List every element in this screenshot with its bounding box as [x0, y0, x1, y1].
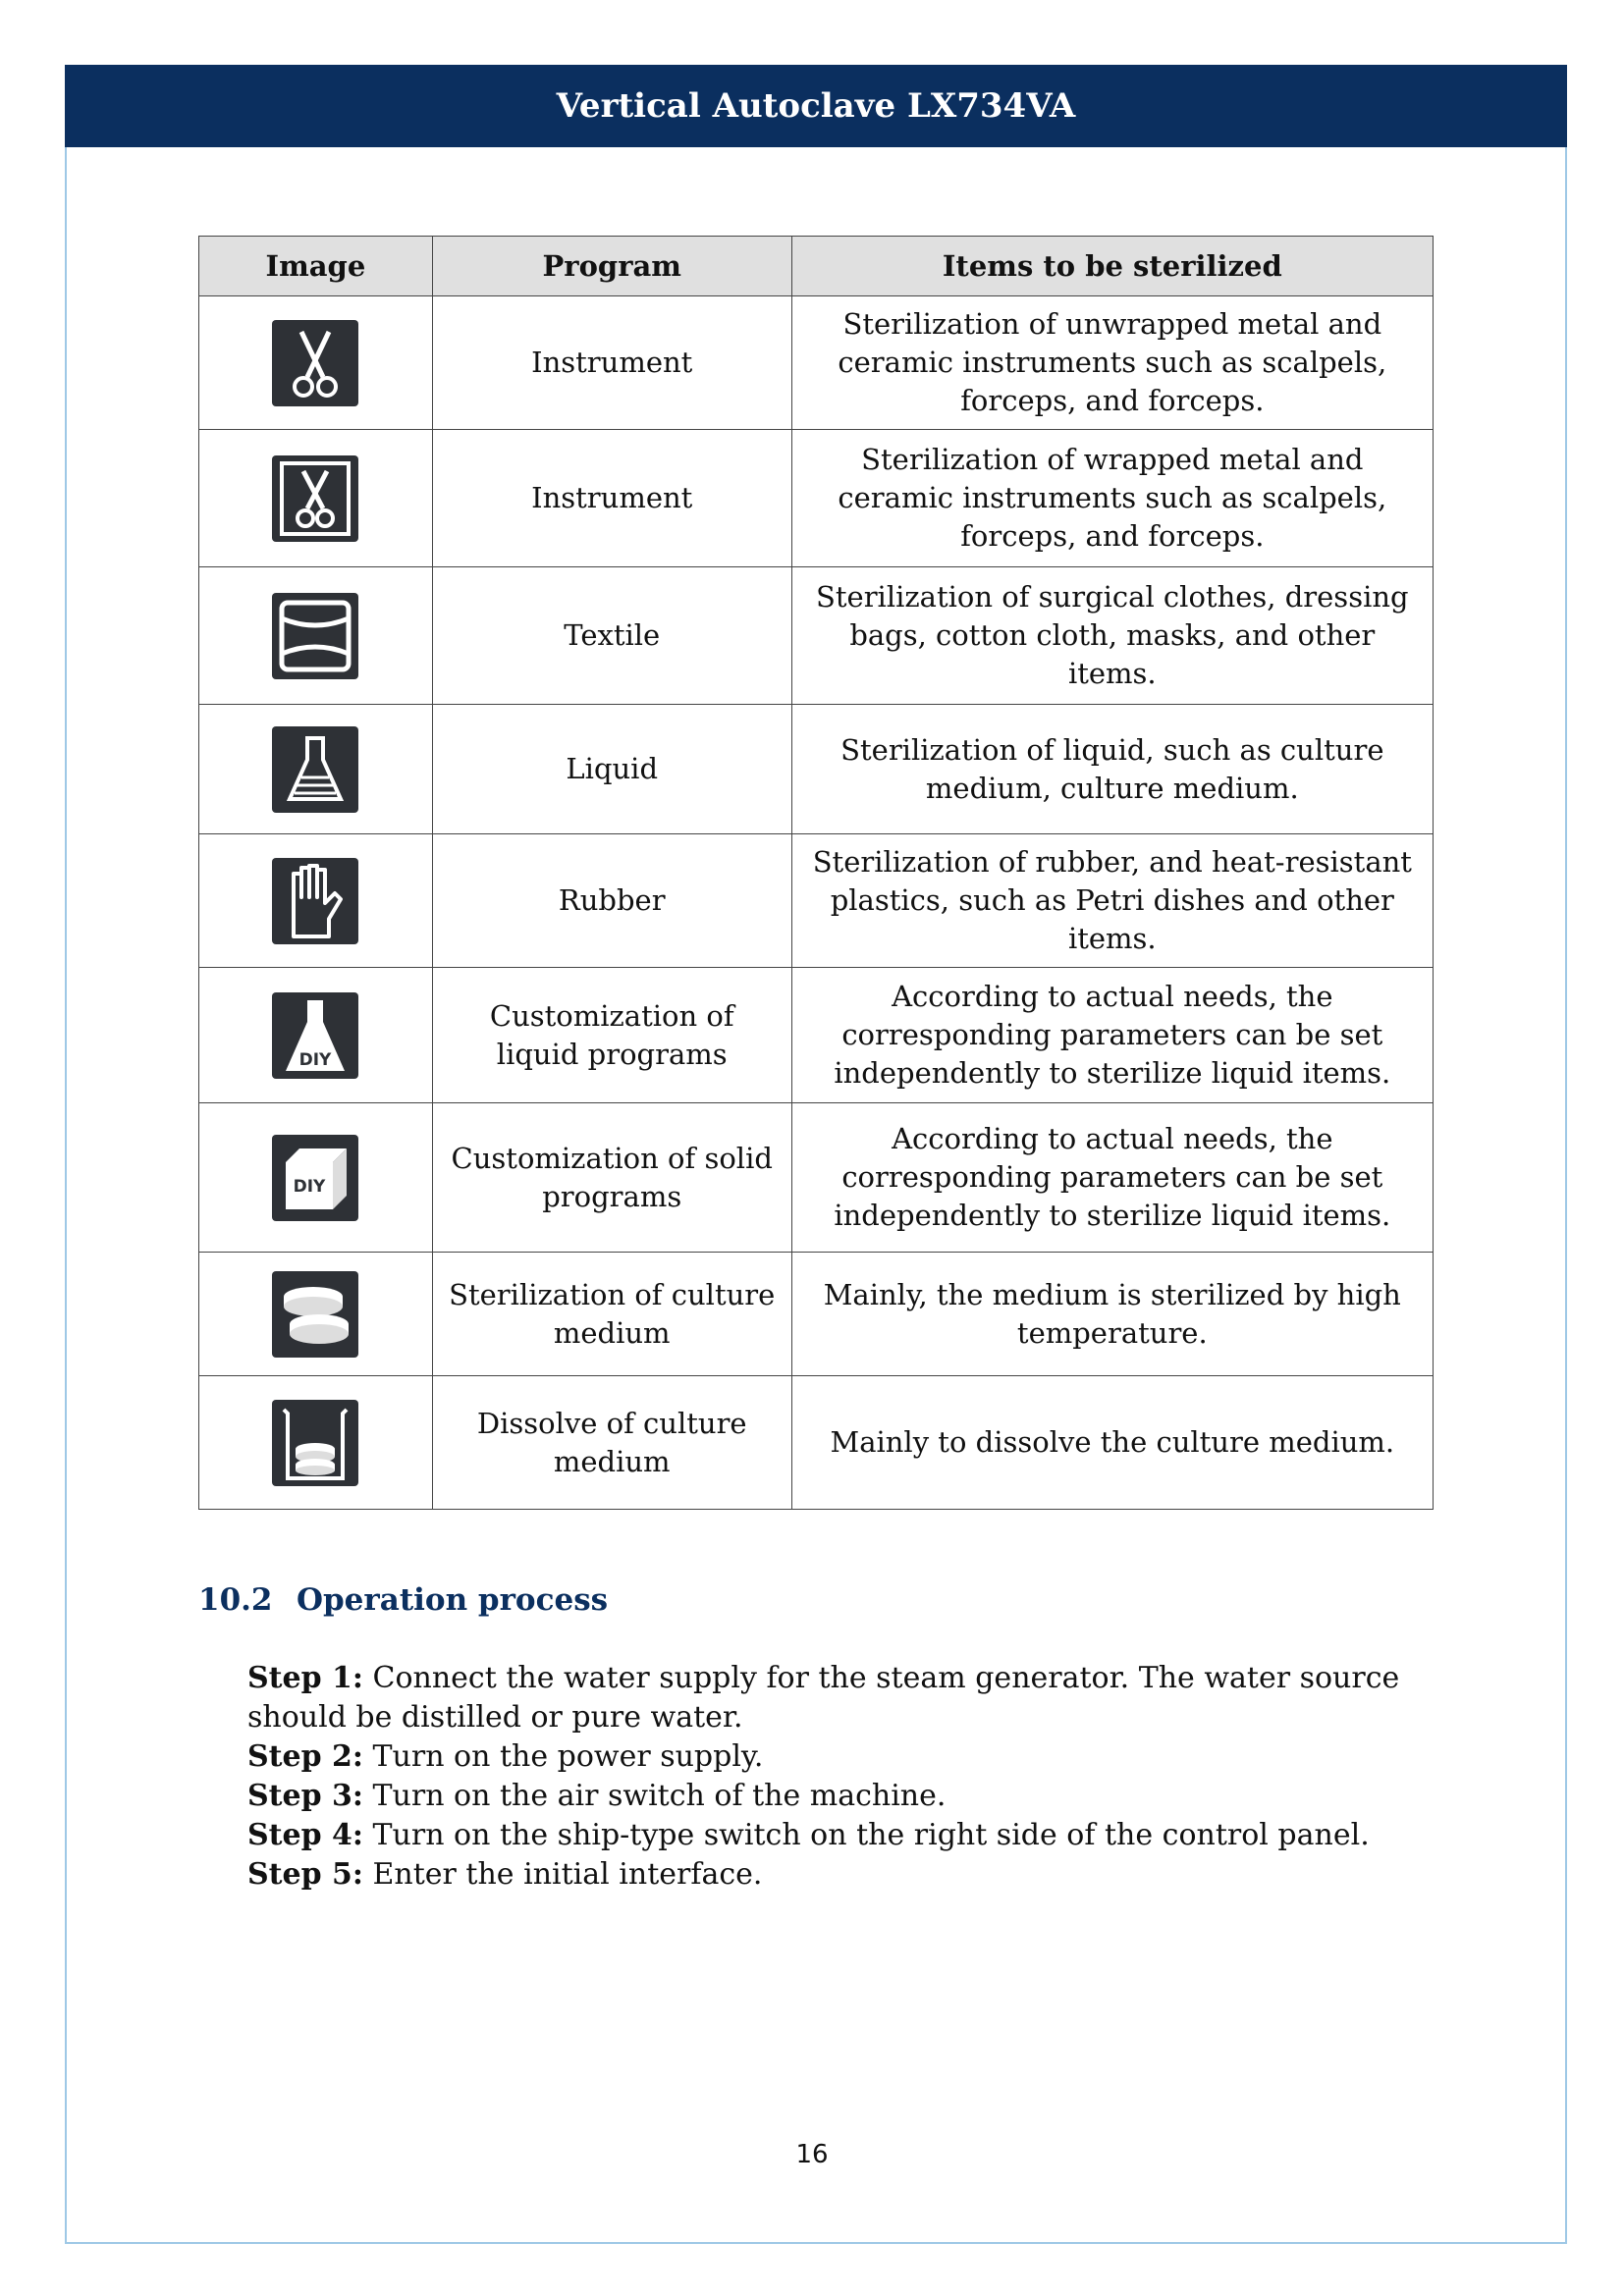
program-name: Customization of solid programs: [432, 1103, 791, 1253]
diy-flask-icon: [268, 988, 362, 1083]
column-header-image: Image: [199, 237, 433, 296]
page-header: [65, 65, 1567, 147]
step-label: Step 3:: [247, 1779, 363, 1813]
table-row: [199, 296, 1434, 430]
step-text: Turn on the power supply.: [362, 1739, 764, 1774]
table-row: [199, 430, 1434, 567]
program-name: Customization of liquid programs: [432, 968, 791, 1103]
step-text: Connect the water supply for the steam generator. The water source should be distilled or pure water.: [247, 1661, 1400, 1735]
step-text: Enter the initial interface.: [362, 1857, 763, 1892]
program-items: Mainly to dissolve the culture medium.: [791, 1376, 1433, 1510]
step-label: Step 4:: [247, 1818, 363, 1852]
diy-label: DIY: [294, 1176, 326, 1197]
beaker-dishes-icon: [268, 1396, 362, 1490]
step-label: Step 1:: [247, 1661, 363, 1695]
program-name: Liquid: [432, 705, 791, 834]
program-items: Sterilization of liquid, such as culture medium, culture medium.: [791, 705, 1433, 834]
scissors-framed-icon: [268, 452, 362, 546]
step-item: [247, 1659, 1455, 1737]
program-table: [198, 236, 1434, 1510]
program-items: Sterilization of wrapped metal and ceramic instruments such as scalpels, forceps, and forceps.: [791, 430, 1433, 567]
program-name: Sterilization of culture medium: [432, 1253, 791, 1376]
textile-icon: [268, 589, 362, 683]
page-title: Vertical Autoclave LX734VA: [556, 86, 1076, 126]
step-item: [247, 1816, 1455, 1855]
table-row: [199, 567, 1434, 705]
diy-box-icon: [268, 1131, 362, 1225]
steps-list: [247, 1659, 1455, 1895]
program-name: Rubber: [432, 834, 791, 968]
page-number: 16: [795, 2140, 829, 2169]
table-row: [199, 968, 1434, 1103]
step-label: Step 5:: [247, 1857, 363, 1892]
diy-label: DIY: [299, 1049, 332, 1070]
program-name: Textile: [432, 567, 791, 705]
program-items: Sterilization of surgical clothes, dressing bags, cotton cloth, masks, and other items.: [791, 567, 1433, 705]
section-title: Operation process: [297, 1582, 609, 1618]
program-items: According to actual needs, the corresponding parameters can be set independently to sterilize liquid items.: [791, 1103, 1433, 1253]
program-items: According to actual needs, the corresponding parameters can be set independently to sterilize liquid items.: [791, 968, 1433, 1103]
column-header-items: Items to be sterilized: [791, 237, 1433, 296]
program-name: Instrument: [432, 430, 791, 567]
step-text: Turn on the air switch of the machine.: [362, 1779, 947, 1813]
step-item: [247, 1777, 1455, 1816]
step-text: Turn on the ship-type switch on the right side of the control panel.: [362, 1818, 1370, 1852]
step-item: [247, 1737, 1455, 1777]
table-row: [199, 834, 1434, 968]
table-header-row: [199, 237, 1434, 296]
column-header-program: Program: [432, 237, 791, 296]
table-row: [199, 1103, 1434, 1253]
step-label: Step 2:: [247, 1739, 363, 1774]
glove-icon: [268, 854, 362, 948]
flask-icon: [268, 722, 362, 817]
section-number: 10.2: [198, 1582, 273, 1618]
scissors-icon: [268, 316, 362, 410]
table-row: [199, 705, 1434, 834]
petri-dishes-icon: [268, 1267, 362, 1362]
program-name: Dissolve of culture medium: [432, 1376, 791, 1510]
section-heading: [198, 1582, 608, 1618]
program-items: Sterilization of rubber, and heat-resistant plastics, such as Petri dishes and other items.: [791, 834, 1433, 968]
program-items: Sterilization of unwrapped metal and ceramic instruments such as scalpels, forceps, and forceps.: [791, 296, 1433, 430]
program-items: Mainly, the medium is sterilized by high temperature.: [791, 1253, 1433, 1376]
program-name: Instrument: [432, 296, 791, 430]
table-row: [199, 1376, 1434, 1510]
step-item: [247, 1855, 1455, 1895]
table-row: [199, 1253, 1434, 1376]
